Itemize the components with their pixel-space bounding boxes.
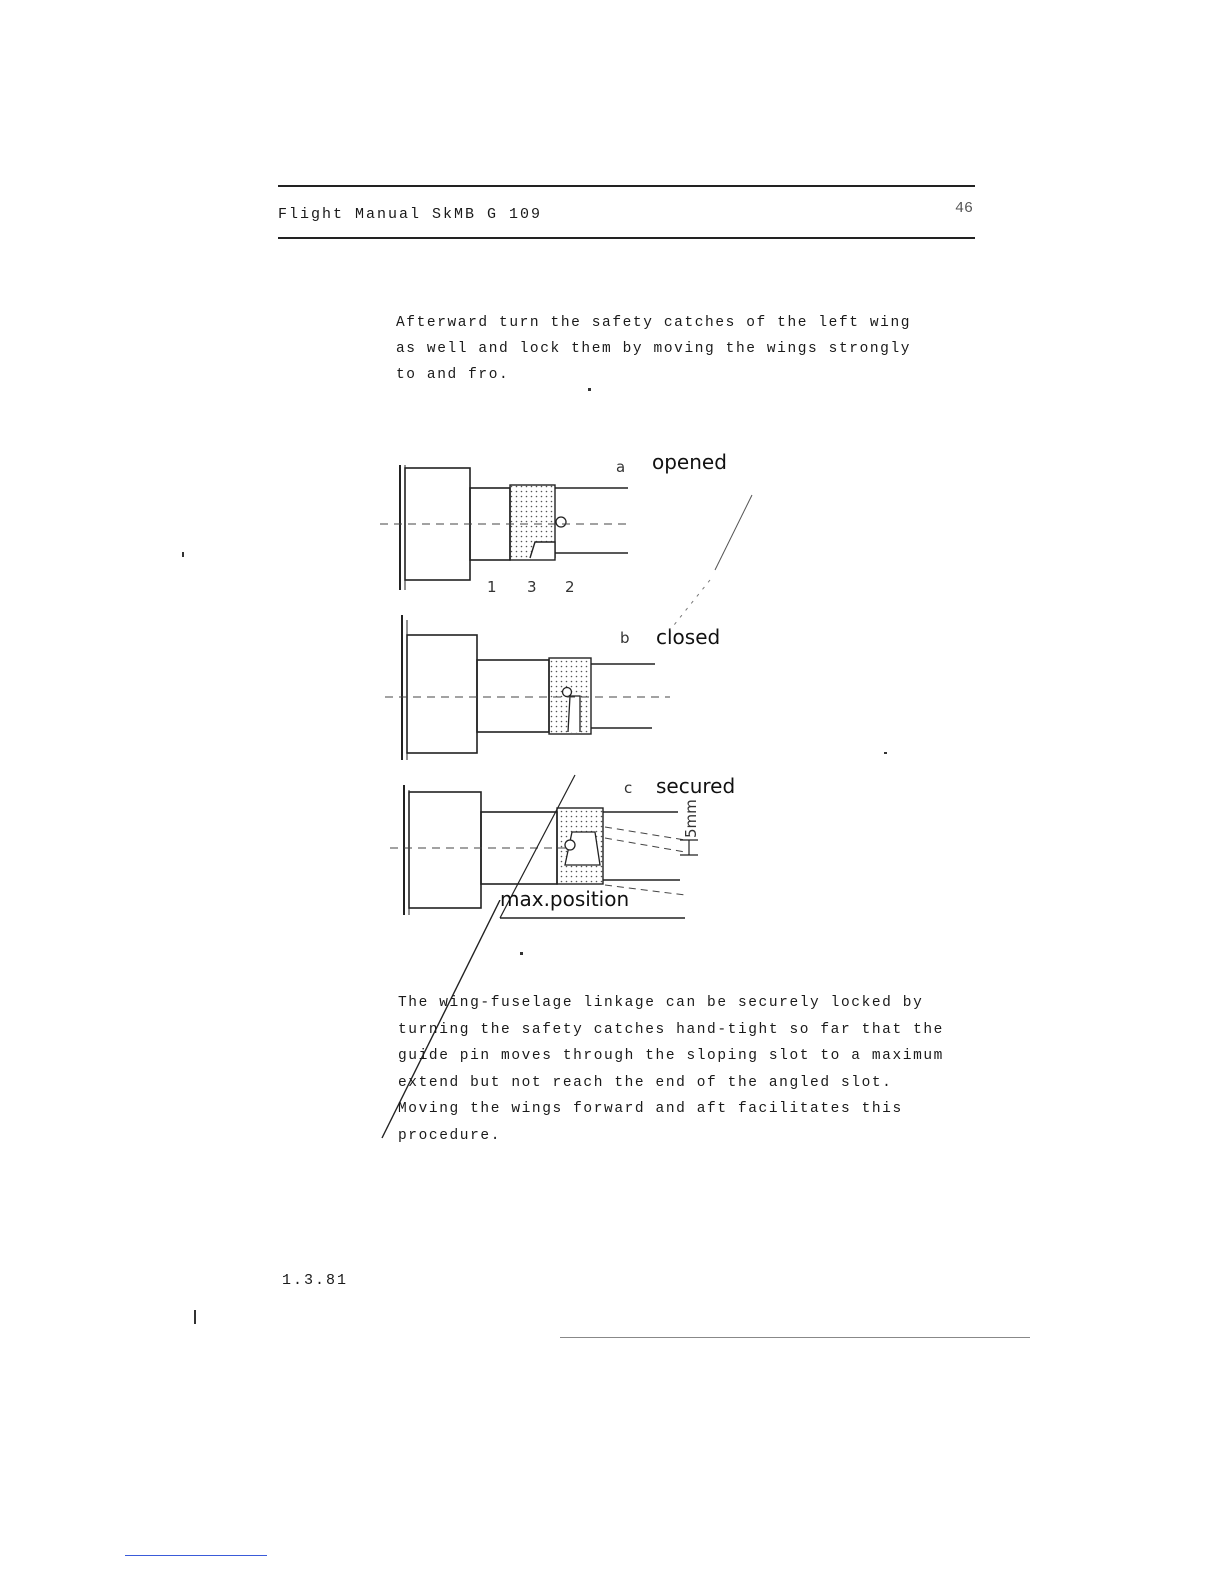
safety-catch-diagram xyxy=(380,440,780,920)
figure-closed xyxy=(385,615,720,760)
state-letter-a: a xyxy=(616,458,626,476)
bottom-link-underline xyxy=(125,1555,267,1556)
header-top-rule xyxy=(278,185,975,187)
state-letter-b: b xyxy=(620,629,630,647)
header-bottom-rule xyxy=(278,237,975,239)
state-label-secured: secured xyxy=(656,774,736,798)
header-title: Flight Manual SkMB G 109 xyxy=(278,206,543,223)
scan-speck xyxy=(520,952,523,955)
dimension-label-5mm: 5mm xyxy=(682,799,700,838)
scan-speck xyxy=(884,752,887,754)
part-number-2: 2 xyxy=(565,578,575,596)
page-number: 46 xyxy=(955,200,974,217)
part-number-1: 1 xyxy=(487,578,497,596)
state-label-closed: closed xyxy=(656,625,721,649)
intro-paragraph: Afterward turn the safety catches of the left wing as well and lock them by moving the wings strongly to and fro. xyxy=(396,315,912,383)
max-position-label: max.position xyxy=(500,887,630,911)
body-paragraph: The wing-fuselage linkage can be securely locked by turning the safety catches hand-tight so far that the guide pin moves through the sloping slot to a maximum extend but not reach the end of the angled slot. Moving the wings forward and aft facilitates this procedure. xyxy=(398,995,944,1144)
scan-speck xyxy=(194,1310,196,1324)
state-label-opened: opened xyxy=(652,450,727,474)
footer-rule xyxy=(560,1337,1030,1338)
state-letter-c: c xyxy=(624,779,633,797)
scan-speck xyxy=(588,388,591,391)
figure-secured xyxy=(390,774,735,918)
construction-line xyxy=(715,495,752,570)
scan-speck xyxy=(182,552,184,557)
footer-date: 1.3.81 xyxy=(282,1272,349,1289)
part-number-3: 3 xyxy=(527,578,537,596)
construction-line-dashed xyxy=(670,580,710,630)
figure-opened xyxy=(380,450,727,596)
